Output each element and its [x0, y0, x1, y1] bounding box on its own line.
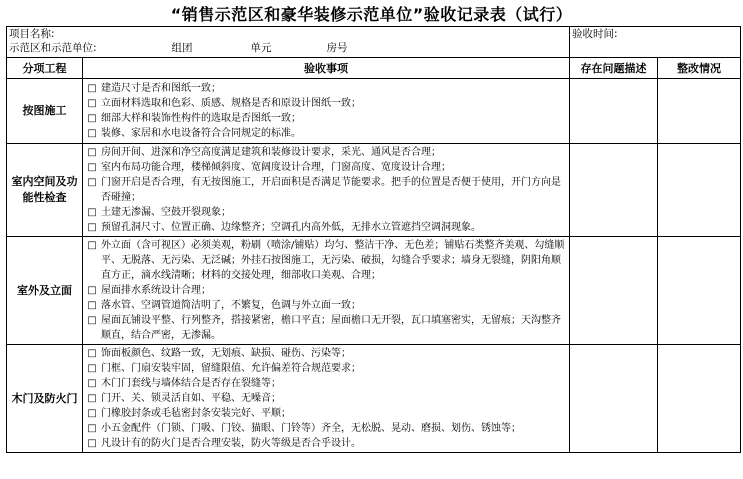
section-category: 室内空间及功能性检查: [7, 144, 83, 237]
rectification-cell[interactable]: [658, 79, 741, 144]
checkbox[interactable]: □: [87, 300, 97, 311]
check-item-text: 室内布局功能合理，楼梯倾斜度、宽阔度设计合理，门窗高度、宽度设计合理；: [101, 162, 451, 173]
checkbox[interactable]: □: [87, 177, 97, 188]
section-row: [7, 237, 741, 345]
rectification-cell[interactable]: [658, 345, 741, 453]
check-item-text: 木门门套线与墙体结合是否存在裂缝等；: [101, 378, 281, 389]
section-row: [7, 345, 741, 453]
check-item-text: 门橡胶封条或毛毡密封条安装完好、平顺；: [101, 408, 291, 419]
info-row: [7, 27, 741, 58]
check-item: [83, 81, 569, 96]
section-row: [7, 79, 741, 144]
check-item-text: 屋面排水系统设计合理；: [101, 285, 211, 296]
check-item-text: 小五金配件（门锁、门吸、门铰、猫眼、门铃等）齐全，无松脱、晃动、磨损、划伤、锈蚀等；: [101, 423, 521, 434]
problem-description-cell[interactable]: [570, 237, 658, 345]
unit-label: 示范区和示范单位:: [9, 42, 97, 54]
checkbox[interactable]: □: [87, 363, 97, 374]
header-problem: 存在问题描述: [570, 58, 658, 79]
check-item-text: 建造尺寸是否和图纸一致；: [101, 83, 221, 94]
check-item: [83, 175, 569, 205]
acceptance-record-table: [6, 26, 741, 453]
check-item-text: 门开、关、锁灵活自如、平稳、无噪音；: [101, 393, 281, 404]
section-row: [7, 144, 741, 237]
section-category: 按图施工: [7, 79, 83, 144]
checkbox[interactable]: □: [87, 378, 97, 389]
check-item: [83, 313, 569, 343]
check-item: [83, 298, 569, 313]
section-category: 室外及立面: [7, 237, 83, 345]
checkbox[interactable]: □: [87, 315, 97, 326]
checkbox[interactable]: □: [87, 285, 97, 296]
check-item: [83, 126, 569, 141]
group-label: 组团: [171, 42, 193, 54]
checkbox[interactable]: □: [87, 222, 97, 233]
rectification-cell[interactable]: [658, 144, 741, 237]
check-item: [83, 391, 569, 406]
check-item: [83, 96, 569, 111]
check-item-text: 落水管、空调管道简洁明了，不繁复，色调与外立面一致；: [101, 300, 361, 311]
checkbox[interactable]: □: [87, 162, 97, 173]
checkbox[interactable]: □: [87, 98, 97, 109]
sections-body: [7, 79, 741, 453]
checkbox[interactable]: □: [87, 128, 97, 139]
check-item: [83, 436, 569, 451]
check-item-text: 细部大样和装饰性构件的选取是否图纸一致；: [101, 113, 301, 124]
check-item: [83, 346, 569, 361]
checkbox[interactable]: □: [87, 438, 97, 449]
checkbox[interactable]: □: [87, 207, 97, 218]
checkbox[interactable]: □: [87, 423, 97, 434]
project-info-cell: [7, 27, 570, 58]
header-check: 验收事项: [83, 58, 570, 79]
problem-description-cell[interactable]: [570, 144, 658, 237]
checkbox[interactable]: □: [87, 147, 97, 158]
document-title: “销售示范区和豪华装修示范单位”验收记录表（试行）: [170, 5, 573, 24]
rectification-cell[interactable]: [658, 237, 741, 345]
checkbox[interactable]: □: [87, 408, 97, 419]
problem-description-cell[interactable]: [570, 345, 658, 453]
problem-description-cell[interactable]: [570, 79, 658, 144]
section-items: [83, 237, 570, 345]
check-item-text: 门窗开启是否合理，有无按图施工，开启面积是否满足节能要求。把手的位置是否便于使用，开门方向是否碰撞；: [101, 177, 561, 203]
header-row: [7, 58, 741, 79]
section-items: [83, 79, 570, 144]
project-name-label: 项目名称:: [9, 28, 55, 40]
check-item-text: 凡设计有的防火门是否合理安装，防火等级是否合乎设计。: [101, 438, 361, 449]
check-item-text: 外立面（含可视区）必须美观，粉刷（喷涂/铺贴）均匀、整洁干净、无色差；铺贴石类整齐美观、勾缝顺平、无脱落、无污染、无泛碱；外挂石按图施工，无污染、破损，勾缝合乎要求；墙身无裂缝，阴阳角顺直方正，滴水线清晰；材料的交接处理，细部收口美观、合理；: [101, 240, 565, 281]
checkbox[interactable]: □: [87, 83, 97, 94]
building-label: 单元: [250, 42, 272, 54]
acceptance-time-cell: [570, 27, 741, 58]
check-item: [83, 220, 569, 235]
section-category: 木门及防火门: [7, 345, 83, 453]
header-category: 分项工程: [7, 58, 83, 79]
room-label: 房号: [326, 42, 348, 54]
check-item-text: 预留孔洞尺寸、位置正确、边缘整齐；空调孔内高外低，无排水立管遮挡空调洞现象。: [101, 222, 481, 233]
check-item-text: 房间开间、进深和净空高度满足建筑和装修设计要求，采光、通风是否合理；: [101, 147, 441, 158]
checkbox[interactable]: □: [87, 240, 97, 251]
check-item-text: 饰面板颜色、纹路一致，无划痕、缺损、碰伤、污染等；: [101, 348, 351, 359]
checkbox[interactable]: □: [87, 113, 97, 124]
check-item: [83, 361, 569, 376]
acceptance-time-label: 验收时间:: [572, 28, 618, 40]
checkbox[interactable]: □: [87, 393, 97, 404]
check-item: [83, 160, 569, 175]
section-items: [83, 144, 570, 237]
check-item: [83, 145, 569, 160]
check-item-text: 立面材料选取和色彩、质感、规格是否和原设计图纸一致；: [101, 98, 361, 109]
check-item: [83, 283, 569, 298]
check-item-text: 装修、家居和水电设备符合合同规定的标准。: [101, 128, 301, 139]
check-item-text: 屋面瓦铺设平整、行列整齐，搭接紧密，檐口平直；屋面檐口无开裂，瓦口填塞密实，无留痕；天沟整齐顺直，结合严密，无渗漏。: [101, 315, 561, 341]
check-item: [83, 376, 569, 391]
checkbox[interactable]: □: [87, 348, 97, 359]
check-item: [83, 406, 569, 421]
check-item: [83, 111, 569, 126]
check-item-text: 门框、门扇安装牢固，留缝限值、允许偏差符合规范要求；: [101, 363, 361, 374]
section-items: [83, 345, 570, 453]
check-item: [83, 238, 569, 283]
check-item-text: 土建无渗漏、空鼓开裂现象；: [101, 207, 231, 218]
header-rectify: 整改情况: [658, 58, 741, 79]
check-item: [83, 421, 569, 436]
check-item: [83, 205, 569, 220]
